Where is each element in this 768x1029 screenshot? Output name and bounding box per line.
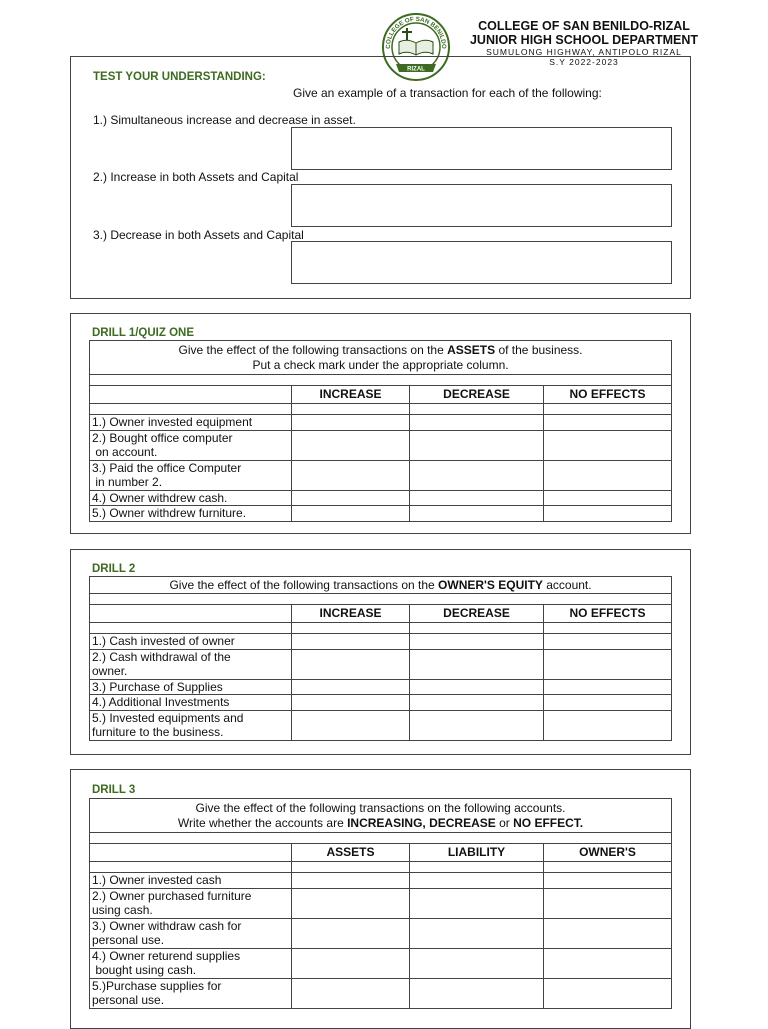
- table-row: [90, 430, 672, 460]
- column-header: LIABILITY: [410, 844, 544, 862]
- answer-cell[interactable]: [410, 695, 544, 711]
- answer-cell[interactable]: [410, 430, 544, 460]
- answer-box-2[interactable]: [291, 184, 672, 227]
- answer-cell[interactable]: [410, 415, 544, 431]
- answer-cell[interactable]: [410, 948, 544, 978]
- answer-cell[interactable]: [410, 978, 544, 1008]
- row-label: 4.) Owner withdrew cash.: [90, 490, 292, 506]
- table-row: [90, 948, 672, 978]
- table-row: [90, 873, 672, 889]
- answer-cell[interactable]: [544, 888, 672, 918]
- row-label: 3.) Paid the office Computer in number 2.: [90, 460, 292, 490]
- column-header: OWNER'S: [544, 844, 672, 862]
- school-name: COLLEGE OF SAN BENILDO-RIZAL: [478, 19, 690, 33]
- drill2-table: [89, 576, 672, 741]
- row-label: 5.) Owner withdrew furniture.: [90, 506, 292, 522]
- answer-cell[interactable]: [292, 695, 410, 711]
- column-header: INCREASE: [292, 386, 410, 404]
- question-2: 2.) Increase in both Assets and Capital: [93, 170, 299, 184]
- row-label: 5.)Purchase supplies for personal use.: [90, 978, 292, 1008]
- answer-cell[interactable]: [292, 460, 410, 490]
- answer-cell[interactable]: [544, 679, 672, 695]
- table-row: [90, 710, 672, 740]
- answer-cell[interactable]: [544, 695, 672, 711]
- row-label: 4.) Additional Investments: [90, 695, 292, 711]
- table-row: [90, 888, 672, 918]
- answer-cell[interactable]: [292, 918, 410, 948]
- drill1-header-row: [90, 386, 672, 404]
- question-1: 1.) Simultaneous increase and decrease in asset.: [93, 113, 356, 127]
- answer-cell[interactable]: [544, 918, 672, 948]
- table-row: [90, 460, 672, 490]
- answer-cell[interactable]: [292, 649, 410, 679]
- column-header: NO EFFECTS: [544, 386, 672, 404]
- logo-ring-text: COLLEGE OF SAN BENILDO: [384, 15, 448, 49]
- drill2-header-row: [90, 605, 672, 623]
- drill1-table: [89, 340, 672, 522]
- row-label: 3.) Owner withdraw cash for personal use.: [90, 918, 292, 948]
- drill3-header-row: [90, 844, 672, 862]
- answer-cell[interactable]: [544, 490, 672, 506]
- answer-cell[interactable]: [544, 415, 672, 431]
- answer-cell[interactable]: [292, 888, 410, 918]
- table-row: [90, 679, 672, 695]
- answer-cell[interactable]: [544, 649, 672, 679]
- answer-cell[interactable]: [410, 460, 544, 490]
- answer-cell[interactable]: [292, 948, 410, 978]
- answer-cell[interactable]: [410, 490, 544, 506]
- understanding-panel: [70, 56, 691, 299]
- answer-cell[interactable]: [544, 978, 672, 1008]
- column-header: NO EFFECTS: [544, 605, 672, 623]
- row-label: 2.) Cash withdrawal of the owner.: [90, 649, 292, 679]
- answer-cell[interactable]: [544, 873, 672, 889]
- drill3-title: DRILL 3: [92, 784, 136, 796]
- answer-cell[interactable]: [544, 634, 672, 650]
- department-name: JUNIOR HIGH SCHOOL DEPARTMENT: [469, 33, 699, 47]
- answer-cell[interactable]: [410, 506, 544, 522]
- table-row: [90, 415, 672, 431]
- answer-cell[interactable]: [292, 978, 410, 1008]
- answer-cell[interactable]: [544, 710, 672, 740]
- table-row: [90, 978, 672, 1008]
- answer-cell[interactable]: [292, 679, 410, 695]
- row-label: 1.) Owner invested cash: [90, 873, 292, 889]
- answer-cell[interactable]: [292, 710, 410, 740]
- question-3: 3.) Decrease in both Assets and Capital: [93, 228, 304, 242]
- drill2-intro: Give the effect of the following transactions on the OWNER'S EQUITY account.: [90, 577, 672, 594]
- row-label: 1.) Owner invested equipment: [90, 415, 292, 431]
- column-header: INCREASE: [292, 605, 410, 623]
- drill3-table: [89, 798, 672, 1009]
- answer-box-1[interactable]: [291, 127, 672, 170]
- drill1-intro: Give the effect of the following transactions on the ASSETS of the business. Put a check mark under the appropriate column.: [90, 341, 672, 375]
- row-label: 5.) Invested equipments and furniture to the business.: [90, 710, 292, 740]
- table-row: [90, 649, 672, 679]
- answer-cell[interactable]: [544, 460, 672, 490]
- drill2-title: DRILL 2: [92, 563, 136, 575]
- column-header: DECREASE: [410, 605, 544, 623]
- school-address: SUMULONG HIGHWAY, ANTIPOLO RIZAL: [486, 47, 682, 57]
- answer-cell[interactable]: [544, 430, 672, 460]
- answer-cell[interactable]: [410, 873, 544, 889]
- answer-cell[interactable]: [292, 873, 410, 889]
- table-row: [90, 918, 672, 948]
- answer-cell[interactable]: [410, 649, 544, 679]
- answer-cell[interactable]: [544, 506, 672, 522]
- column-header: DECREASE: [410, 386, 544, 404]
- row-label: 3.) Purchase of Supplies: [90, 679, 292, 695]
- understanding-title: TEST YOUR UNDERSTANDING:: [93, 71, 266, 83]
- answer-cell[interactable]: [292, 634, 410, 650]
- row-label: 2.) Owner purchased furniture using cash.: [90, 888, 292, 918]
- answer-cell[interactable]: [410, 918, 544, 948]
- answer-cell[interactable]: [410, 710, 544, 740]
- answer-cell[interactable]: [292, 430, 410, 460]
- column-header: ASSETS: [292, 844, 410, 862]
- row-label: 1.) Cash invested of owner: [90, 634, 292, 650]
- row-label: 4.) Owner returend supplies bought using cash.: [90, 948, 292, 978]
- understanding-instruction: Give an example of a transaction for each of the following:: [293, 86, 602, 100]
- answer-cell[interactable]: [410, 679, 544, 695]
- drill1-title: DRILL 1/QUIZ ONE: [92, 327, 195, 339]
- table-row: [90, 506, 672, 522]
- row-label: 2.) Bought office computer on account.: [90, 430, 292, 460]
- answer-cell[interactable]: [292, 415, 410, 431]
- table-row: [90, 634, 672, 650]
- drill3-intro: Give the effect of the following transactions on the following accounts. Write whether the accounts are INCREASING, DECREASE or NO EFFECT.: [90, 799, 672, 833]
- answer-cell[interactable]: [410, 634, 544, 650]
- school-year: S.Y 2022-2023: [549, 57, 619, 67]
- answer-box-3[interactable]: [291, 241, 672, 284]
- table-row: [90, 695, 672, 711]
- answer-cell[interactable]: [410, 888, 544, 918]
- table-row: [90, 490, 672, 506]
- logo-ribbon-text: RIZAL: [407, 66, 425, 73]
- answer-cell[interactable]: [292, 506, 410, 522]
- answer-cell[interactable]: [544, 948, 672, 978]
- answer-cell[interactable]: [292, 490, 410, 506]
